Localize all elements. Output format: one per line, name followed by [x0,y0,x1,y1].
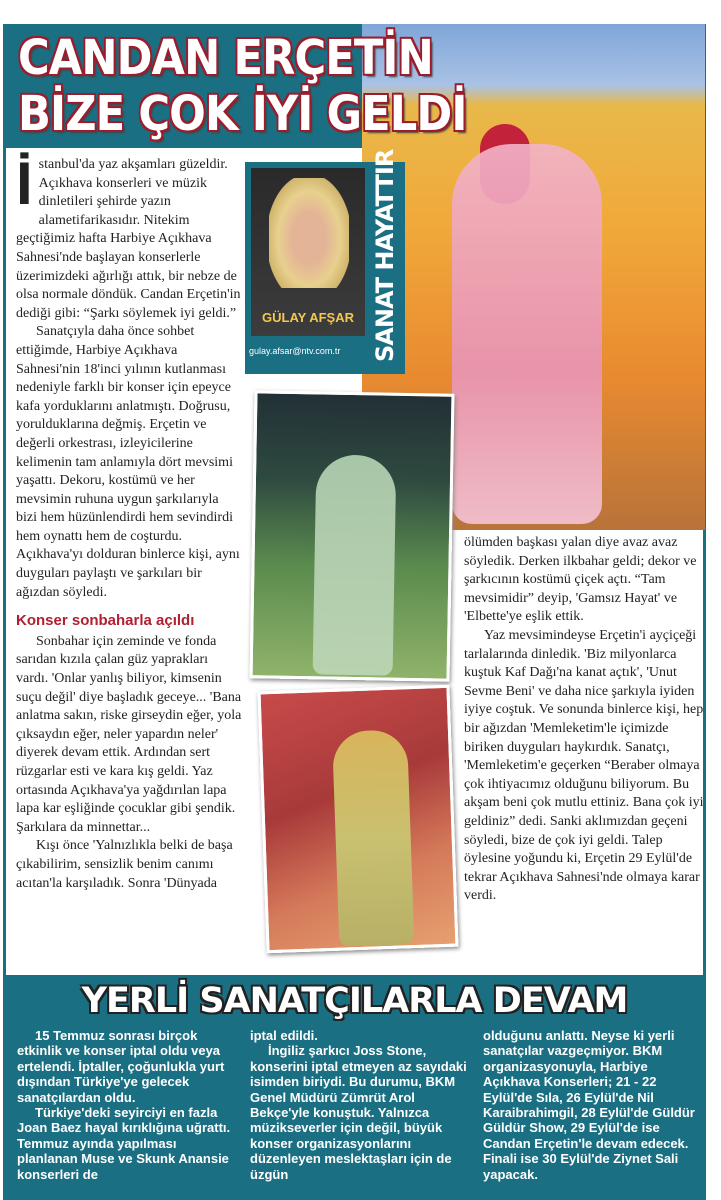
article-paragraph: Yaz mevsimindeyse Erçetin'i ayçiçeği tarlalarında dinledik. 'Biz milyonlarca kuştuk Kaf Dağı'na kanat açtık', 'Unut Sevme Beni' ve daha nice şarkıyla iyiden iyiye coştuk. Ve sonunda binlerce kişi, hep bir ağızdan 'Memleketim'le içimizde biriken duyguları haykırdık. Sanatçı, 'Memleketim'e geçerken “Beraber olmaya çok ihtiyacımız olduğunu biliyorum. Bu akşam beni çok mutlu ettiniz. Bana çok iyi geldiniz” dedi. Sanki aklımızdan geçeni söyledi, bize de çok iyi geldi. Talep öylesine yoğundu ki, Erçetin 29 Eylül'de tekrar Açıkhava Sahnesi'nde olmaya karar verdi. [464,627,704,904]
article-paragraph: ölümden başkası yalan diye avaz avaz söyledik. Derken ilkbahar geldi; dekor ve şarkıcının kostümü çiçek açtı. “Tam mevsimidir” deyip, 'Gamsız Hayat' ve 'Elbette'ye eşlik ettik. [464,535,697,625]
article-paragraph: Sonbahar için zeminde ve fonda sarıdan kızıla çalan güz yaprakları vardı. 'Onlar yanlış biliyor, kimsenin suçu değil' diye başladık geceye... 'Bana anlatma sakın, riske girseydin eğer, yola çıksaydın eğer, neler yapardın neler' diyerek devam ettik. Ardından sert rüzgarlar esti ve kara kış geldi. Yaz ortasında Açıkhava'ya yağdırılan lapa lapa kar eşliğinde çocuklar gibi şendik. Şarkılara da minnettar... [16,633,242,835]
column-name: SANAT HAYATTIR [371,149,399,362]
article-paragraph: Kışı önce 'Yalnızlıkla belki de başa çıkabilirim, sensizlik benim canımı acıtan'la karşıladık. Sonra 'Dünyada [16,838,233,891]
article-paragraph: İstanbul'da yaz akşamları güzeldir. Açıkhava konserleri ve müzik dinletileri şehirde yazın alametifarikasıdır. Nitekim geçtiğimiz hafta Harbiye Açıkhava Sahnesi'nde başlayan konserlerle üzerimizdeki ağırlığı attık, bir nebze de olsa normale döndük. Candan Erçetin'in dediği gibi: “Şarkı söylemek iyi geldi.” [16,150,241,321]
sidebar-title: YERLİ SANATÇILARLA DEVAM [81,981,628,1021]
sidebar-paragraph: Türkiye'deki seyirciyi en fazla Joan Baez hayal kırıklığına uğrattı. Temmuz ayında yapılması planlanan Muse ve Skunk Anansie konserleri de [17,1105,231,1182]
headline [18,30,467,142]
sidebar-paragraph: 15 Temmuz sonrası birçok etkinlik ve konser iptal oldu veya ertelendi. İptaller, çoğunlukla yurt dışından Türkiye'ye gelecek sanatçılardan oldu. [17,1028,225,1105]
column-author-box [245,149,405,374]
sidebar-column-3 [483,1028,705,1182]
sidebar-box [3,975,706,1200]
sidebar-paragraph: iptal edildi. [250,1028,318,1043]
concert-photo-autumn [257,685,458,954]
sidebar-paragraph: olduğunu anlattı. Neyse ki yerli sanatçılar vazgeçmiyor. BKM organizasyonuyla, Harbiye Açıkhava Konserleri; 21 - 22 Eylül'de Sıla, 26 Eylül'de Nil Karaibrahimgil, 28 Eylül'de Güldür Güldür Show, 29 Eylül'de ise Candan Erçetin'le devam edecek. Finali ise 30 Eylül'de Ziynet Sali yapacak. [483,1028,695,1182]
article-right-column [464,534,704,906]
dropcap: İ [16,150,33,217]
sidebar-column-1 [17,1028,239,1182]
article-paragraph: Sanatçıyla daha önce sohbet ettiğimde, Harbiye Açıkhava Sahnesi'nin 18'inci yılının kutlanması nedeniyle farklı bir konser için epeyce kafa yorduklarını anlatmıştı. Doğrusu, yorulduklarına değmiş. Erçetin ve değerli orkestrası, izleyicilerine kelimenin tam anlamıyla dört mevsimi yaşattı. Dekoru, kostümü ve her mevsimin ruhuna uygun şarkılarıyla bizi hem hüzünlendirdi hem sevindirdi hem oynattı hem de coşturdu. Açıkhava'yı dolduran binlerce kişi, aynı duyguları paylaştı ve şarkıları bir ağızdan söyledi. [16,324,240,600]
sidebar-paragraph: İngiliz şarkıcı Joss Stone, konserini iptal etmeyen az sayıdaki isimden biriydi. Bu durumu, BKM Genel Müdürü Zümrüt Arol Bekçe'yle konuştuk. Yalnızca müzikseverler için değil, büyük konser organizasyonlarını düzenleyen meslektaşları için de üzgün [250,1043,467,1182]
sidebar-column-2 [250,1028,472,1182]
subheading: Konser sonbaharla açıldı [16,612,195,630]
concert-photo-spring [250,390,455,681]
photo-detail [452,144,602,524]
author-name: GÜLAY AFŞAR [262,310,354,325]
headline-line-1: CANDAN ERÇETİN [18,30,433,86]
author-email[interactable]: gulay.afsar@ntv.com.tr [249,346,341,356]
headline-line-2: BİZE ÇOK İYİ GELDİ [18,86,467,142]
article-left-column [16,150,242,893]
